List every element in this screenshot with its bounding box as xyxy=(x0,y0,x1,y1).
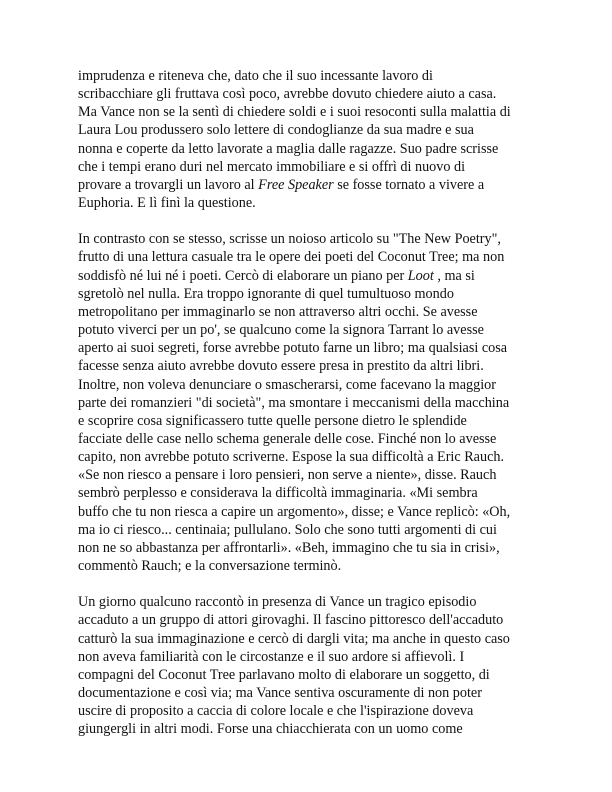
text-line xyxy=(78,158,548,176)
text-line xyxy=(78,194,548,212)
text-line xyxy=(78,339,548,357)
paragraph-2 xyxy=(78,230,548,575)
text-line xyxy=(78,85,548,103)
text-line xyxy=(78,503,548,521)
text-run: Un giorno qualcuno raccontò in presenza di Vance un tragico episodio xyxy=(78,594,477,611)
text-line xyxy=(78,430,548,448)
text-line xyxy=(78,702,548,720)
text-run: In contrasto con se stesso, scrisse un noioso articolo su "The New Poetry", xyxy=(78,231,501,248)
text-run: sembrò perplesso e considerava la difficoltà immaginaria. «Mi sembra xyxy=(78,485,478,502)
text-run: soddisfò né lui né i poeti. Cercò di elaborare un piano per xyxy=(78,267,408,284)
paragraph-1 xyxy=(78,67,548,212)
text-run: catturò la sua immaginazione e cercò di dargli vita; ma anche in questo caso xyxy=(78,630,510,647)
text-run: documentazione e così via; ma Vance sentiva oscuramente di non poter xyxy=(78,685,482,701)
text-run: «Se non riesco a pensare i loro pensieri, non serve a niente», disse. Rauch xyxy=(78,467,497,484)
text-line xyxy=(78,394,548,412)
text-run: facciate delle case nello schema generale delle cose. Finché non lo avesse xyxy=(78,430,497,447)
text-line xyxy=(78,412,548,430)
text-line xyxy=(78,539,548,557)
text-run: Ma Vance non se la sentì di chiedere soldi e i suoi resoconti sulla malattia di xyxy=(78,104,511,121)
text-run: nonna e coperte da letto lavorate a maglia dalle ragazze. Suo padre scrisse xyxy=(78,140,499,157)
text-line xyxy=(78,666,548,684)
text-run: imprudenza e riteneva che, dato che il suo incessante lavoro di xyxy=(78,68,433,84)
text-run: capito, non avrebbe potuto scriverne. Espose la sua difficoltà a Eric Rauch. xyxy=(78,449,505,466)
text-line xyxy=(78,321,548,339)
text-line xyxy=(78,303,548,321)
text-line xyxy=(78,684,548,702)
text-run: e scoprire cosa significassero tutte quelle persone dietro le splendide xyxy=(78,412,467,429)
text-line xyxy=(78,630,548,648)
text-line xyxy=(78,720,548,738)
text-line xyxy=(78,103,548,121)
text-line xyxy=(78,248,548,266)
text-run: non ne so abbastanza per affrontarli». «Beh, immagino che tu sia in crisi», xyxy=(78,539,500,556)
text-run: aperto ai suoi segreti, forse avrebbe potuto farne un libro; ma qualsiasi cosa xyxy=(78,340,508,357)
text-run: potuto viverci per un po', se qualcuno come la signora Tarrant lo avesse xyxy=(78,322,484,339)
paragraph-3 xyxy=(78,593,548,738)
text-run: Euphoria. E lì finì la questione. xyxy=(78,195,256,212)
italic-title-free-speaker: Free Speaker xyxy=(258,176,334,193)
text-line xyxy=(78,593,548,611)
text-run: ma io ci riesco... centinaia; pullulano. Solo che sono tutti argomenti di cui xyxy=(78,521,497,538)
text-run: commentò Rauch; e la conversazione terminò. xyxy=(78,558,342,575)
text-line xyxy=(78,466,548,484)
text-run: se fosse tornato a vivere a xyxy=(333,176,485,193)
text-run: provare a trovargli un lavoro al xyxy=(78,176,259,193)
text-run: non aveva familiarità con le circostanze e il suo ardore si affievolì. I xyxy=(78,648,465,665)
text-line xyxy=(78,267,548,285)
text-line xyxy=(78,285,548,303)
italic-title-loot: Loot xyxy=(407,267,434,284)
text-line xyxy=(78,67,548,85)
text-run: Laura Lou produssero solo lettere di condoglianze da sua madre e sua xyxy=(78,122,474,139)
text-run: uscire di proposito a caccia di colore locale e che l'ispirazione doveva xyxy=(78,703,474,720)
text-line xyxy=(78,557,548,575)
text-run: parte dei romanzieri "di società", ma smontare i meccanismi della macchina xyxy=(78,394,510,411)
text-line xyxy=(78,176,548,194)
text-line xyxy=(78,484,548,502)
text-run: Inoltre, non voleva denunciare o smascherarsi, come facevano la maggior xyxy=(78,376,496,393)
text-run: che i tempi erano duri nel mercato immobiliare e si offrì di nuovo di xyxy=(78,158,466,175)
text-line xyxy=(78,376,548,394)
text-run: facesse senza aiuto avrebbe dovuto essere presa in prestito da altri libri. xyxy=(78,358,484,375)
text-run: frutto di una lettura casuale tra le opere dei poeti del Coconut Tree; ma non xyxy=(78,249,505,266)
text-run: scribacchiare gli fruttava così poco, avrebbe dovuto chiedere aiuto a casa. xyxy=(78,86,497,103)
text-line xyxy=(78,140,548,158)
text-run: buffo che tu non riesca a capire un argomento», disse; e Vance replicò: «Oh, xyxy=(78,503,511,520)
text-run: compagni del Coconut Tree parlavano molto di elaborare un soggetto, di xyxy=(78,666,490,683)
text-run: metropolitano per immaginarlo se non attraverso altri occhi. Se avesse xyxy=(78,303,478,320)
document-page xyxy=(78,67,548,756)
text-run: sgretolò nel nulla. Era troppo ignorante di quel tumultuoso mondo xyxy=(78,285,454,302)
text-run: , ma si xyxy=(433,267,475,284)
text-run: accaduto a un gruppo di attori girovaghi. Il fascino pittoresco dell'accaduto xyxy=(78,612,504,629)
text-line xyxy=(78,448,548,466)
text-line xyxy=(78,357,548,375)
text-line xyxy=(78,230,548,248)
text-run: giungergli in altri modi. Forse una chiacchierata con un uomo come xyxy=(78,721,463,738)
text-line xyxy=(78,521,548,539)
text-line xyxy=(78,648,548,666)
text-line xyxy=(78,611,548,629)
text-line xyxy=(78,121,548,139)
